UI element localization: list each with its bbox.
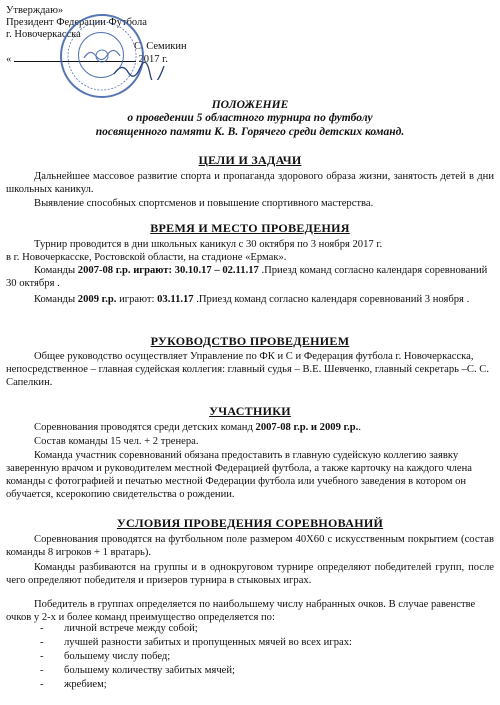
section-heading-time: ВРЕМЯ И МЕСТО ПРОВЕДЕНИЯ	[150, 221, 350, 235]
participants-p1-bold: 2007-08 г.р. и 2009 г.р.	[255, 422, 359, 433]
section-heading-participants: УЧАСТНИКИ	[209, 404, 291, 418]
goals-paragraph-2: Выявление способных спортсменов и повышение спортивного мастерства.	[34, 198, 374, 209]
time-p3-post: .Приезд команд согласно календаря соревнований 30 октября .	[6, 265, 488, 289]
list-item: - личной встрече между собой;	[40, 622, 352, 636]
approval-line-2: Президент Федерации Футбола	[6, 17, 147, 28]
time-p4-mid: играют:	[116, 294, 158, 305]
time-p4-bold-1: 2009 г.р.	[77, 294, 117, 305]
signature-mark	[112, 60, 172, 80]
conditions-paragraph-1: Соревнования проводятся на футбольном поле размером 40Х60 с искусственным покрытием (состав команды 8 игроков + 1 вратарь).	[6, 534, 494, 558]
doc-title-line-2: о проведении 5 областного турнира по футболу	[127, 112, 373, 124]
approval-date-open: «	[6, 54, 12, 65]
participants-p1-pre: Соревнования проводятся среди детских команд	[34, 422, 256, 433]
approval-name: С. Семикин	[134, 41, 187, 52]
time-paragraph-2: в г. Новочеркасске, Ростовской области, на стадионе «Ермак».	[6, 252, 287, 263]
approval-line-1: Утверждаю»	[6, 5, 64, 16]
seal-stamp	[60, 14, 144, 98]
approval-line-3: г. Новочеркасска	[6, 29, 81, 40]
participants-paragraph-1	[6, 421, 494, 434]
doc-title-main: ПОЛОЖЕНИЕ	[211, 99, 289, 111]
time-p4-pre: Команды	[34, 294, 78, 305]
doc-title-line-3: посвященного памяти К. В. Горячего среди детских команд.	[95, 126, 405, 138]
participants-paragraph-2: Состав команды 15 чел. + 2 тренера.	[34, 436, 199, 447]
time-paragraph-3	[6, 264, 494, 290]
goals-paragraph-1: Дальнейшее массовое развитие спорта и пропаганда здорового образа жизни, занятость детей в дни школьных каникул.	[6, 171, 494, 195]
approval-date-year: 2017 г.	[138, 54, 168, 65]
section-heading-goals: ЦЕЛИ И ЗАДАЧИ	[198, 153, 302, 167]
conditions-paragraph-2: Команды разбиваются на группы и в однокруговом турнире определяют победителей групп, после чего определяют победителя и призеров турнира в стыковых играх.	[6, 562, 494, 586]
time-p4-post: .Приезд команд согласно календаря соревнований 3 ноября .	[193, 294, 470, 305]
list-item: - большему количеству забитых мячей;	[40, 664, 352, 678]
management-paragraph-1: Общее руководство осуществляет Управление по ФК и С и Федерация футбола г. Новочеркасска, непосредственное – главная судейская коллегия: главный судья – В.Е. Шевченко, главный секретарь –С. С. Сапелкин.	[6, 351, 490, 388]
list-item: - лучшей разности забитых и пропущенных мячей во всех играх:	[40, 636, 352, 650]
section-heading-conditions: УСЛОВИЯ ПРОВЕДЕНИЯ СОРЕВНОВАНИЙ	[116, 516, 384, 530]
time-p4-bold-2: 03.11.17	[157, 294, 194, 305]
time-p3-bold: 2007-08 г.р. играют: 30.10.17 – 02.11.17	[77, 265, 259, 276]
time-paragraph-4	[6, 293, 494, 306]
list-item: - большему числу побед;	[40, 650, 352, 664]
conditions-paragraph-3: Победитель в группах определяется по наибольшему числу набранных очков. В случае равенстве очков у 2-х и более команд преимущество определяется по:	[6, 599, 476, 623]
participants-paragraph-3: Команда участник соревнований обязана предоставить в главную судейскую коллегию заявку заверенную врачом и руководителем местной Федерацией футбола, а также карточку на каждого члена команды с фотографией и печатью местной Федерации футбола или учебного заведения в котором он обучается, ксерокопию свидетельства о рождении.	[6, 450, 472, 500]
tiebreak-list	[40, 622, 352, 692]
participants-p1-post: .	[358, 422, 361, 433]
time-p3-pre: Команды	[34, 265, 78, 276]
section-heading-management: РУКОВОДСТВО ПРОВЕДЕНИЕМ	[150, 334, 350, 348]
time-paragraph-1: Турнир проводится в дни школьных каникул с 30 октября по 3 ноября 2017 г.	[34, 239, 383, 250]
list-item: - жребием;	[40, 678, 352, 692]
